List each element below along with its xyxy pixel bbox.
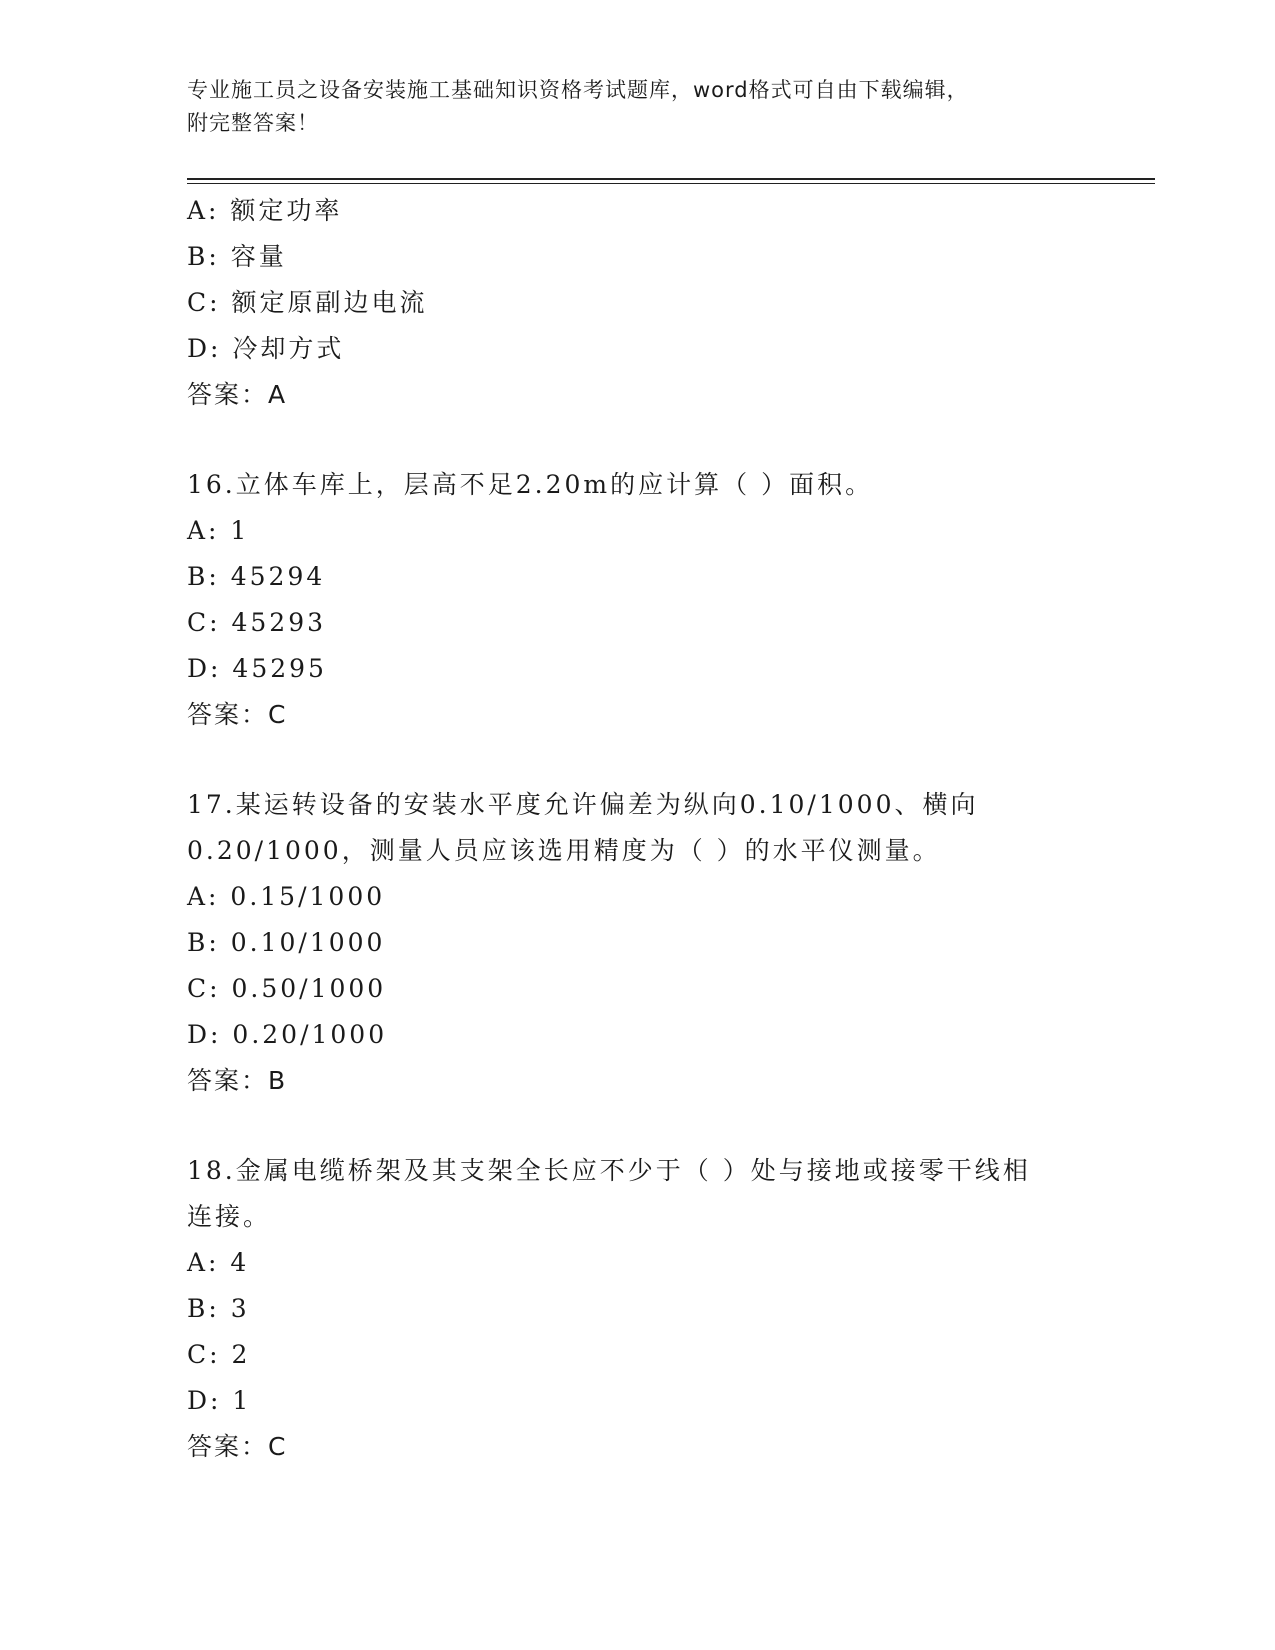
question-17 [187,782,1067,1104]
option-d: D: 0.20/1000 [187,1020,388,1049]
answer-line: 答案：B [187,1066,288,1095]
option-b: B: 0.10/1000 [187,928,386,957]
header-divider-thin [187,183,1155,184]
question-text-line-1: 17.某运转设备的安装水平度允许偏差为纵向0.10/1000、横向 [187,790,979,819]
header-line-1: 专业施工员之设备安装施工基础知识资格考试题库，word格式可自由下载编辑， [187,78,969,102]
option-d: D: 1 [187,1386,252,1415]
spacer [187,418,1067,462]
option-b: B: 容量 [187,242,287,271]
spacer [187,738,1067,782]
option-c: C: 2 [187,1340,251,1369]
option-a: A: 1 [187,516,250,545]
option-a: A: 4 [187,1248,250,1277]
question-18 [187,1148,1067,1470]
option-d: D: 冷却方式 [187,334,345,363]
question-15 [187,188,1067,418]
question-text: 16.立体车库上，层高不足2.20m的应计算（ ）面积。 [187,470,874,499]
option-c: C: 0.50/1000 [187,974,387,1003]
header-line-2: 附完整答案！ [187,111,319,135]
option-b: B: 45294 [187,562,326,591]
answer-line: 答案：C [187,700,288,729]
spacer [187,1104,1067,1148]
option-a: A: 0.15/1000 [187,882,386,911]
option-d: D: 45295 [187,654,327,683]
option-c: C: 45293 [187,608,327,637]
answer-line: 答案：A [187,380,288,409]
option-c: C: 额定原副边电流 [187,288,428,317]
option-a: A: 额定功率 [187,196,343,225]
option-b: B: 3 [187,1294,250,1323]
question-16 [187,462,1067,738]
question-text-line-1: 18.金属电缆桥架及其支架全长应不少于（ ）处与接地或接零干线相 [187,1156,1031,1185]
question-text-line-2: 0.20/1000，测量人员应该选用精度为（ ）的水平仪测量。 [187,836,941,865]
question-list [187,188,1067,1470]
header-divider-thick [187,178,1155,180]
question-text-line-2: 连接。 [187,1202,272,1231]
document-header [187,74,1067,140]
answer-line: 答案：C [187,1432,288,1461]
